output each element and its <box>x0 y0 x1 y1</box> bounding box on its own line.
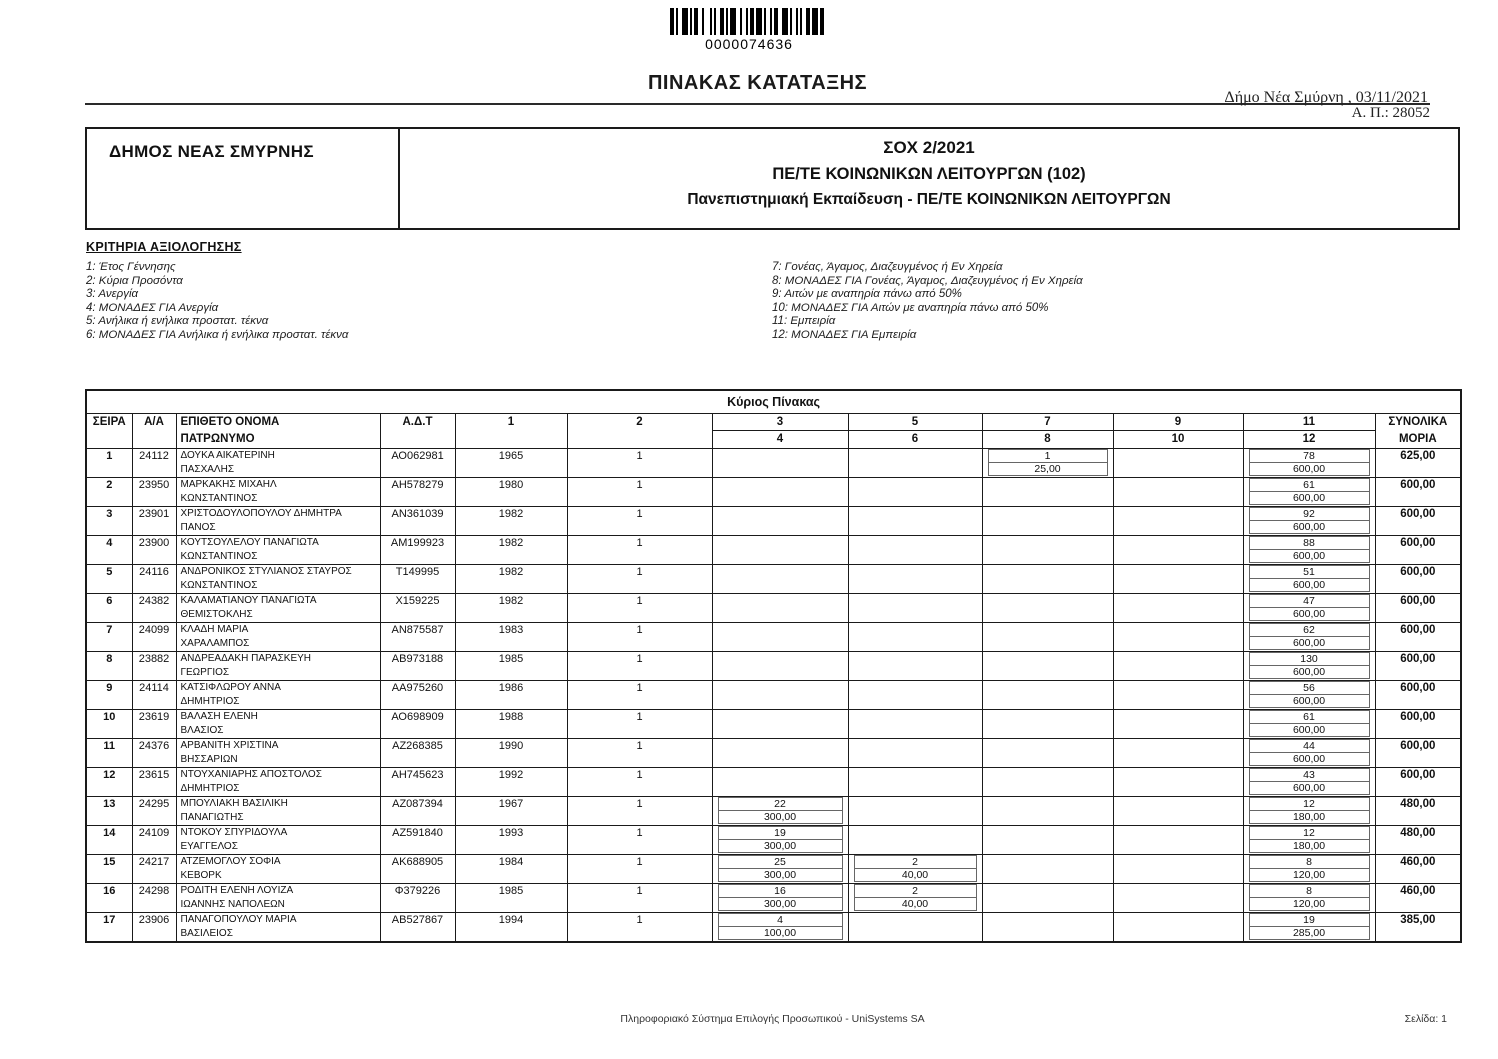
cell-total: 600,00 <box>1375 652 1461 681</box>
header-col1 <box>455 414 567 449</box>
table-row <box>86 536 1461 565</box>
cell-total: 600,00 <box>1375 565 1461 594</box>
ranking-table <box>85 389 1462 943</box>
table-row <box>86 478 1461 507</box>
cell-crit5-6 <box>848 565 982 594</box>
cell-crit5-6: 2 40,00 <box>848 855 982 884</box>
footer-page-number: Σελίδα: 1 <box>1404 1013 1447 1025</box>
cell-crit1: 1994 <box>455 913 567 943</box>
criteria-item: 3: Ανεργία <box>86 288 139 300</box>
cell-crit3-4: 22 300,00 <box>712 797 848 826</box>
cell-total: 600,00 <box>1375 478 1461 507</box>
header-seira <box>86 414 132 449</box>
cell-name: ΔΟΥΚΑ ΑΙΚΑΤΕΡΙΝΗ ΠΑΣΧΑΛΗΣ <box>176 449 380 478</box>
header-col9-label: 9 <box>1114 414 1243 431</box>
cell-crit3-4 <box>712 623 848 652</box>
header-col2-label: 2 <box>636 416 643 428</box>
cell-seira: 4 <box>86 536 132 565</box>
cell-crit1: 1985 <box>455 884 567 913</box>
cell-aa: 23950 <box>132 478 176 507</box>
table-row <box>86 710 1461 739</box>
cell-adt: ΑΖ268385 <box>380 739 455 768</box>
cell-adt: Φ379226 <box>380 884 455 913</box>
cell-crit2: 1 <box>567 797 712 826</box>
cell-total: 600,00 <box>1375 768 1461 797</box>
cell-crit1: 1992 <box>455 768 567 797</box>
cell-crit9-10 <box>1113 739 1243 768</box>
cell-crit2: 1 <box>567 623 712 652</box>
cell-crit3-4: 19 300,00 <box>712 826 848 855</box>
protocol-number: Α. Π.: 28052 <box>1351 105 1430 121</box>
cell-name: ΠΑΝΑΓΟΠΟΥΛΟΥ ΜΑΡΙΑ ΒΑΣΙΛΕΙΟΣ <box>176 913 380 943</box>
band-title: Κύριος Πίνακας <box>86 390 1461 414</box>
cell-aa: 24099 <box>132 623 176 652</box>
cell-aa: 23900 <box>132 536 176 565</box>
cell-total: 600,00 <box>1375 739 1461 768</box>
cell-crit9-10 <box>1113 913 1243 943</box>
cell-name: ΚΛΑΔΗ ΜΑΡΙΑ ΧΑΡΑΛΑΜΠΟΣ <box>176 623 380 652</box>
cell-name: ΧΡΙΣΤΟΔΟΥΛΟΠΟΥΛΟΥ ΔΗΜΗΤΡΑ ΠΑΝΟΣ <box>176 507 380 536</box>
cell-name: ΚΑΛΑΜΑΤΙΑΝΟΥ ΠΑΝΑΓΙΩΤΑ ΘΕΜΙΣΤΟΚΛΗΣ <box>176 594 380 623</box>
cell-seira: 16 <box>86 884 132 913</box>
header-col2 <box>567 414 712 449</box>
cell-aa: 24112 <box>132 449 176 478</box>
cell-name: ΝΤΟΚΟΥ ΣΠΥΡΙΔΟΥΛΑ ΕΥΑΓΓΕΛΟΣ <box>176 826 380 855</box>
cell-crit3-4 <box>712 739 848 768</box>
criteria-item: 7: Γονέας, Άγαμος, Διαζευγμένος ή Εν Χηρεία <box>772 261 1003 273</box>
cell-adt: ΑΝ875587 <box>380 623 455 652</box>
cell-crit9-10 <box>1113 594 1243 623</box>
cell-total: 600,00 <box>1375 507 1461 536</box>
cell-seira: 10 <box>86 710 132 739</box>
cell-total: 385,00 <box>1375 913 1461 943</box>
cell-crit1: 1982 <box>455 536 567 565</box>
cell-crit9-10 <box>1113 565 1243 594</box>
header-seira-label: ΣΕΙΡΑ <box>92 416 126 428</box>
header-patronym-label: ΠΑΤΡΩΝΥΜΟ <box>180 433 255 445</box>
cell-name: ΑΤΖΕΜΟΓΛΟΥ ΣΟΦΙΑ ΚΕΒΟΡΚ <box>176 855 380 884</box>
band-row <box>86 390 1461 414</box>
cell-total: 625,00 <box>1375 449 1461 478</box>
criteria-list-right <box>772 261 1083 342</box>
cell-seira: 17 <box>86 913 132 943</box>
cell-total: 600,00 <box>1375 623 1461 652</box>
cell-seira: 5 <box>86 565 132 594</box>
criteria-item: 11: Εμπειρία <box>772 315 836 327</box>
cell-adt: ΑΗ745623 <box>380 768 455 797</box>
cell-adt: ΑΒ527867 <box>380 913 455 943</box>
cell-crit11-12: 47 600,00 <box>1243 594 1375 623</box>
cell-adt: ΑΜ199923 <box>380 536 455 565</box>
table-row <box>86 449 1461 478</box>
cell-adt: ΑΖ591840 <box>380 826 455 855</box>
cell-crit9-10 <box>1113 681 1243 710</box>
cell-total: 480,00 <box>1375 797 1461 826</box>
table-row <box>86 768 1461 797</box>
place-date: Δήμο Νέα Σμύρνη , 03/11/2021 <box>1224 89 1428 106</box>
header-col12-label: 12 <box>1302 433 1316 445</box>
header-col1-label: 1 <box>507 416 515 428</box>
cell-name: ΑΡΒΑΝΙΤΗ ΧΡΙΣΤΙΝΑ ΒΗΣΣΑΡΙΩΝ <box>176 739 380 768</box>
cell-seira: 11 <box>86 739 132 768</box>
cell-crit5-6 <box>848 507 982 536</box>
cell-aa: 23901 <box>132 507 176 536</box>
cell-crit3-4 <box>712 478 848 507</box>
cell-crit2: 1 <box>567 710 712 739</box>
cell-crit5-6 <box>848 536 982 565</box>
cell-crit2: 1 <box>567 884 712 913</box>
cell-crit1: 1993 <box>455 826 567 855</box>
cell-crit7-8: 1 25,00 <box>982 449 1113 478</box>
table-row <box>86 855 1461 884</box>
criteria-item: 12: ΜΟΝΑΔΕΣ ΓΙΑ Εμπειρία <box>772 328 917 341</box>
header-total <box>1375 414 1461 449</box>
cell-crit5-6 <box>848 768 982 797</box>
cell-adt: ΑΒ973188 <box>380 652 455 681</box>
cell-crit7-8 <box>982 681 1113 710</box>
cell-crit3-4: 16 300,00 <box>712 884 848 913</box>
cell-name: ΝΤΟΥΧΑΝΙΑΡΗΣ ΑΠΟΣΤΟΛΟΣ ΔΗΜΗΤΡΙΟΣ <box>176 768 380 797</box>
header-col7-label: 7 <box>983 414 1113 431</box>
cell-crit1: 1986 <box>455 681 567 710</box>
header-col7-8 <box>982 414 1113 449</box>
criteria-item: 10: ΜΟΝΑΔΕΣ ΓΙΑ Αιτών με αναπηρία πάνω από 50% <box>772 301 1049 314</box>
title-row <box>85 68 1430 105</box>
cell-crit2: 1 <box>567 507 712 536</box>
cell-total: 460,00 <box>1375 884 1461 913</box>
cell-adt: ΑΟ062981 <box>380 449 455 478</box>
cell-crit9-10 <box>1113 768 1243 797</box>
municipality-name: ΔΗΜΟΣ ΝΕΑΣ ΣΜΥΡΝΗΣ <box>87 129 400 228</box>
cell-crit3-4 <box>712 507 848 536</box>
cell-aa: 23882 <box>132 652 176 681</box>
criteria-heading: ΚΡΙΤΗΡΙΑ ΑΞΙΟΛΟΓΗΣΗΣ <box>86 240 242 254</box>
cell-name: ΑΝΔΡΟΝΙΚΟΣ ΣΤΥΛΙΑΝΟΣ ΣΤΑΥΡΟΣ ΚΩΝΣΤΑΝΤΙΝΟΣ <box>176 565 380 594</box>
announcement-code: ΣΟΧ 2/2021 <box>883 138 975 157</box>
cell-crit3-4 <box>712 565 848 594</box>
specialty-title: ΠΕ/ΤΕ ΚΟΙΝΩΝΙΚΩΝ ΛΕΙΤΟΥΡΓΩΝ (102) <box>772 165 1086 183</box>
cell-crit5-6: 2 40,00 <box>848 884 982 913</box>
header-col8-label: 8 <box>1044 433 1051 445</box>
criteria-item: 9: Αιτών με αναπηρία πάνω από 50% <box>772 288 962 300</box>
header-aa-label: Α/Α <box>144 416 164 428</box>
cell-crit2: 1 <box>567 739 712 768</box>
cell-crit7-8 <box>982 710 1113 739</box>
header-total-label2: ΜΟΡΙΑ <box>1398 433 1437 445</box>
cell-crit5-6 <box>848 478 982 507</box>
cell-aa: 24376 <box>132 739 176 768</box>
cell-adt: ΑΝ361039 <box>380 507 455 536</box>
header-row <box>86 414 1461 449</box>
cell-name: ΡΟΔΙΤΗ ΕΛΕΝΗ ΛΟΥΙΖΑ ΙΩΑΝΝΗΣ ΝΑΠΟΛΕΩΝ <box>176 884 380 913</box>
header-adt-label: Α.Δ.Τ <box>402 416 433 428</box>
cell-name: ΚΑΤΣΙΦΛΩΡΟΥ ΑΝΝΑ ΔΗΜΗΤΡΙΟΣ <box>176 681 380 710</box>
cell-crit2: 1 <box>567 681 712 710</box>
header-col9-10 <box>1113 414 1243 449</box>
cell-crit1: 1965 <box>455 449 567 478</box>
cell-crit7-8 <box>982 478 1113 507</box>
cell-crit9-10 <box>1113 797 1243 826</box>
cell-crit2: 1 <box>567 449 712 478</box>
cell-crit2: 1 <box>567 768 712 797</box>
cell-crit3-4 <box>712 710 848 739</box>
cell-crit1: 1967 <box>455 797 567 826</box>
header-surname-label: ΕΠΙΘΕΤΟ ΟΝΟΜΑ <box>180 416 280 428</box>
cell-aa: 24109 <box>132 826 176 855</box>
criteria-item: 8: ΜΟΝΑΔΕΣ ΓΙΑ Γονέας, Άγαμος, Διαζευγμένος ή Εν Χηρεία <box>772 274 1083 287</box>
header-col11-label: 11 <box>1244 414 1375 431</box>
cell-seira: 7 <box>86 623 132 652</box>
cell-crit9-10 <box>1113 449 1243 478</box>
criteria-item: 1: Έτος Γέννησης <box>86 261 176 273</box>
cell-aa: 24114 <box>132 681 176 710</box>
criteria-list-left <box>86 261 348 342</box>
cell-crit11-12: 12 180,00 <box>1243 797 1375 826</box>
cell-crit11-12: 8 120,00 <box>1243 884 1375 913</box>
cell-crit3-4 <box>712 594 848 623</box>
cell-crit3-4 <box>712 768 848 797</box>
cell-crit11-12: 61 600,00 <box>1243 710 1375 739</box>
cell-crit5-6 <box>848 681 982 710</box>
table-row <box>86 797 1461 826</box>
cell-crit2: 1 <box>567 594 712 623</box>
cell-name: ΚΟΥΤΣΟΥΛΕΛΟΥ ΠΑΝΑΓΙΩΤΑ ΚΩΝΣΤΑΝΤΙΝΟΣ <box>176 536 380 565</box>
cell-crit7-8 <box>982 826 1113 855</box>
cell-adt: ΑΖ087394 <box>380 797 455 826</box>
cell-name: ΑΝΔΡΕΑΔΑΚΗ ΠΑΡΑΣΚΕΥΗ ΓΕΩΡΓΙΟΣ <box>176 652 380 681</box>
table-row <box>86 739 1461 768</box>
cell-crit5-6 <box>848 826 982 855</box>
cell-crit3-4: 4 100,00 <box>712 913 848 943</box>
cell-aa: 24295 <box>132 797 176 826</box>
cell-crit1: 1983 <box>455 623 567 652</box>
header-aa <box>132 414 176 449</box>
cell-crit2: 1 <box>567 536 712 565</box>
cell-crit9-10 <box>1113 855 1243 884</box>
cell-crit5-6 <box>848 739 982 768</box>
cell-crit5-6 <box>848 449 982 478</box>
cell-seira: 1 <box>86 449 132 478</box>
cell-crit9-10 <box>1113 884 1243 913</box>
header-col3-4 <box>712 414 848 449</box>
cell-aa: 23615 <box>132 768 176 797</box>
table-row <box>86 565 1461 594</box>
cell-crit3-4 <box>712 536 848 565</box>
cell-crit7-8 <box>982 739 1113 768</box>
barcode-number: 0000074636 <box>705 36 793 52</box>
header-name <box>176 414 380 449</box>
cell-total: 600,00 <box>1375 681 1461 710</box>
cell-seira: 6 <box>86 594 132 623</box>
cell-crit2: 1 <box>567 913 712 943</box>
announcement-info <box>400 129 1458 228</box>
cell-crit9-10 <box>1113 826 1243 855</box>
table-row <box>86 681 1461 710</box>
cell-seira: 13 <box>86 797 132 826</box>
cell-crit5-6 <box>848 797 982 826</box>
cell-crit11-12: 8 120,00 <box>1243 855 1375 884</box>
cell-crit1: 1988 <box>455 710 567 739</box>
table-row <box>86 594 1461 623</box>
cell-crit3-4 <box>712 681 848 710</box>
cell-crit3-4 <box>712 449 848 478</box>
header-total-label1: ΣΥΝΟΛΙΚΑ <box>1388 416 1448 428</box>
cell-crit7-8 <box>982 623 1113 652</box>
cell-crit9-10 <box>1113 478 1243 507</box>
footer-system-name: Πληροφοριακό Σύστημα Επιλογής Προσωπικού - UniSystems SA <box>620 1013 925 1025</box>
barcode-bars-icon <box>670 8 828 35</box>
cell-crit11-12: 19 285,00 <box>1243 913 1375 943</box>
cell-crit5-6 <box>848 913 982 943</box>
header-col5-label: 5 <box>849 414 982 431</box>
cell-crit3-4: 25 300,00 <box>712 855 848 884</box>
cell-crit11-12: 56 600,00 <box>1243 681 1375 710</box>
cell-crit1: 1980 <box>455 478 567 507</box>
cell-crit5-6 <box>848 594 982 623</box>
cell-crit11-12: 62 600,00 <box>1243 623 1375 652</box>
cell-adt: ΑΟ698909 <box>380 710 455 739</box>
cell-crit2: 1 <box>567 826 712 855</box>
cell-crit7-8 <box>982 797 1113 826</box>
cell-aa: 24298 <box>132 884 176 913</box>
table-row <box>86 652 1461 681</box>
education-level: Πανεπιστημιακή Εκπαίδευση - ΠΕ/ΤΕ ΚΟΙΝΩΝΙΚΩΝ ΛΕΙΤΟΥΡΓΩΝ <box>687 191 1171 208</box>
cell-crit7-8 <box>982 768 1113 797</box>
cell-crit2: 1 <box>567 565 712 594</box>
cell-crit1: 1985 <box>455 652 567 681</box>
table-row <box>86 826 1461 855</box>
cell-crit1: 1982 <box>455 565 567 594</box>
cell-crit11-12: 88 600,00 <box>1243 536 1375 565</box>
cell-total: 460,00 <box>1375 855 1461 884</box>
criteria-item: 5: Ανήλικα ή ενήλικα προστατ. τέκνα <box>86 315 269 327</box>
cell-total: 600,00 <box>1375 536 1461 565</box>
cell-crit1: 1984 <box>455 855 567 884</box>
cell-crit9-10 <box>1113 652 1243 681</box>
cell-crit11-12: 130 600,00 <box>1243 652 1375 681</box>
cell-adt: ΑΑ975260 <box>380 681 455 710</box>
criteria-item: 4: ΜΟΝΑΔΕΣ ΓΙΑ Ανεργία <box>86 301 219 314</box>
cell-aa: 23906 <box>132 913 176 943</box>
cell-crit7-8 <box>982 507 1113 536</box>
cell-crit7-8 <box>982 855 1113 884</box>
header-col3-label: 3 <box>713 414 848 431</box>
cell-seira: 12 <box>86 768 132 797</box>
header-col4-label: 4 <box>776 433 784 445</box>
cell-total: 600,00 <box>1375 594 1461 623</box>
cell-seira: 2 <box>86 478 132 507</box>
cell-crit5-6 <box>848 710 982 739</box>
cell-crit11-12: 44 600,00 <box>1243 739 1375 768</box>
cell-crit11-12: 12 180,00 <box>1243 826 1375 855</box>
header-col5-6 <box>848 414 982 449</box>
cell-crit1: 1982 <box>455 507 567 536</box>
header-adt <box>380 414 455 449</box>
cell-aa: 24217 <box>132 855 176 884</box>
cell-aa: 24382 <box>132 594 176 623</box>
table-row <box>86 884 1461 913</box>
page-title: ΠΙΝΑΚΑΣ ΚΑΤΑΤΑΞΗΣ <box>647 72 868 94</box>
cell-crit9-10 <box>1113 710 1243 739</box>
cell-crit2: 1 <box>567 478 712 507</box>
cell-adt: ΑΚ688905 <box>380 855 455 884</box>
table-row <box>86 507 1461 536</box>
cell-name: ΜΑΡΚΑΚΗΣ ΜΙΧΑΗΛ ΚΩΝΣΤΑΝΤΙΝΟΣ <box>176 478 380 507</box>
header-col11-12 <box>1243 414 1375 449</box>
cell-crit7-8 <box>982 536 1113 565</box>
cell-crit9-10 <box>1113 507 1243 536</box>
cell-crit3-4 <box>712 652 848 681</box>
criteria-item: 2: Κύρια Προσόντα <box>86 274 183 287</box>
cell-aa: 23619 <box>132 710 176 739</box>
cell-crit11-12: 92 600,00 <box>1243 507 1375 536</box>
header-col6-label: 6 <box>911 433 919 445</box>
cell-crit7-8 <box>982 594 1113 623</box>
cell-crit11-12: 43 600,00 <box>1243 768 1375 797</box>
cell-name: ΜΠΟΥΛΙΑΚΗ ΒΑΣΙΛΙΚΗ ΠΑΝΑΓΙΩΤΗΣ <box>176 797 380 826</box>
cell-crit7-8 <box>982 652 1113 681</box>
cell-seira: 14 <box>86 826 132 855</box>
cell-crit1: 1982 <box>455 594 567 623</box>
cell-crit9-10 <box>1113 623 1243 652</box>
cell-crit7-8 <box>982 565 1113 594</box>
cell-adt: ΑΗ578279 <box>380 478 455 507</box>
cell-aa: 24116 <box>132 565 176 594</box>
cell-crit11-12: 61 600,00 <box>1243 478 1375 507</box>
cell-crit7-8 <box>982 884 1113 913</box>
cell-crit7-8 <box>982 913 1113 943</box>
table-row <box>86 913 1461 943</box>
cell-crit11-12: 78 600,00 <box>1243 449 1375 478</box>
info-box <box>85 127 1460 230</box>
cell-crit5-6 <box>848 652 982 681</box>
cell-seira: 9 <box>86 681 132 710</box>
cell-crit2: 1 <box>567 855 712 884</box>
cell-crit5-6 <box>848 623 982 652</box>
barcode <box>0 8 1498 52</box>
cell-seira: 3 <box>86 507 132 536</box>
cell-crit1: 1990 <box>455 739 567 768</box>
table-row <box>86 623 1461 652</box>
cell-seira: 15 <box>86 855 132 884</box>
cell-seira: 8 <box>86 652 132 681</box>
cell-crit2: 1 <box>567 652 712 681</box>
cell-adt: Τ149995 <box>380 565 455 594</box>
criteria-item: 6: ΜΟΝΑΔΕΣ ΓΙΑ Ανήλικα ή ενήλικα προστατ. τέκνα <box>86 328 349 341</box>
cell-total: 480,00 <box>1375 826 1461 855</box>
cell-crit9-10 <box>1113 536 1243 565</box>
cell-crit11-12: 51 600,00 <box>1243 565 1375 594</box>
cell-name: ΒΑΛΑΣΗ ΕΛΕΝΗ ΒΛΑΣΙΟΣ <box>176 710 380 739</box>
header-col10-label: 10 <box>1171 433 1185 445</box>
cell-adt: Χ159225 <box>380 594 455 623</box>
cell-total: 600,00 <box>1375 710 1461 739</box>
